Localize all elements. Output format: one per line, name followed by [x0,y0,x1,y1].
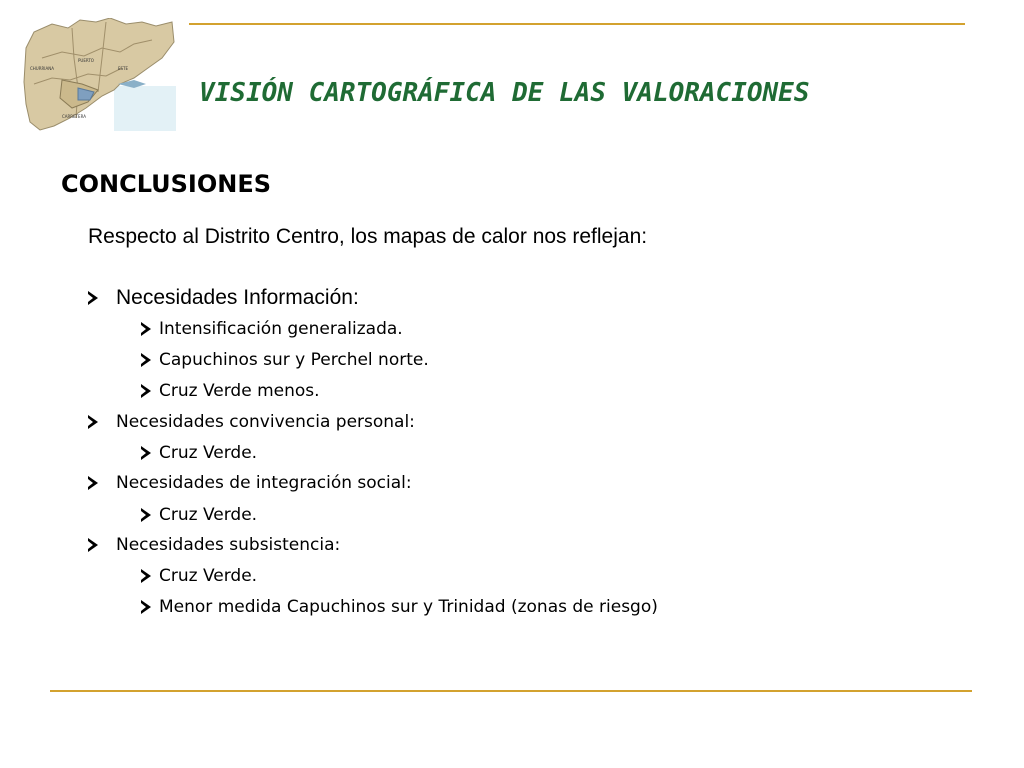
sub-bullet-item [141,381,320,401]
sub-bullet-item [141,443,257,463]
section-heading: CONCLUSIONES [61,170,272,198]
bullet-item [88,473,412,493]
bullet-label: Necesidades de integración social: [116,473,412,493]
bullet-label: Intensificación generalizada. [159,319,403,339]
sub-bullet-item [141,350,429,370]
arrow-bullet-icon [88,538,98,552]
arrow-bullet-icon [141,600,151,614]
sub-bullet-item [141,319,403,339]
arrow-bullet-icon [141,353,151,367]
bullet-item [88,535,340,555]
bullet-label: Necesidades Información: [116,286,359,309]
bullet-label: Cruz Verde. [159,443,258,463]
svg-text:CARRETERA: CARRETERA [62,114,86,119]
bullet-label: Cruz Verde. [159,566,258,586]
sub-bullet-item [141,566,257,586]
arrow-bullet-icon [141,508,151,522]
bullet-label: Menor medida Capuchinos sur y Trinidad (zonas de riesgo) [159,597,658,617]
arrow-bullet-icon [141,322,151,336]
arrow-bullet-icon [88,291,98,305]
bullet-item [88,412,415,432]
bullet-label: Cruz Verde. [159,505,258,525]
bottom-divider [50,690,972,692]
svg-text:PUERTO: PUERTO [78,58,94,63]
slide-title: VISIÓN CARTOGRÁFICA DE LAS VALORACIONES [199,78,810,108]
district-map-icon [22,18,176,131]
bullet-label: Capuchinos sur y Perchel norte. [159,350,429,370]
intro-text: Respecto al Distrito Centro, los mapas de calor nos reflejan: [88,225,648,248]
svg-text:ESTE: ESTE [118,66,129,71]
bullet-label: Cruz Verde menos. [159,381,320,401]
arrow-bullet-icon [141,446,151,460]
arrow-bullet-icon [141,569,151,583]
top-divider [189,23,965,25]
sub-bullet-item [141,505,257,525]
svg-text:CHURRIANA: CHURRIANA [30,66,54,71]
arrow-bullet-icon [88,476,98,490]
arrow-bullet-icon [88,415,98,429]
bullet-item [88,286,359,310]
bullet-label: Necesidades convivencia personal: [116,412,415,432]
bullet-label: Necesidades subsistencia: [116,535,341,555]
sub-bullet-item [141,597,658,617]
arrow-bullet-icon [141,384,151,398]
